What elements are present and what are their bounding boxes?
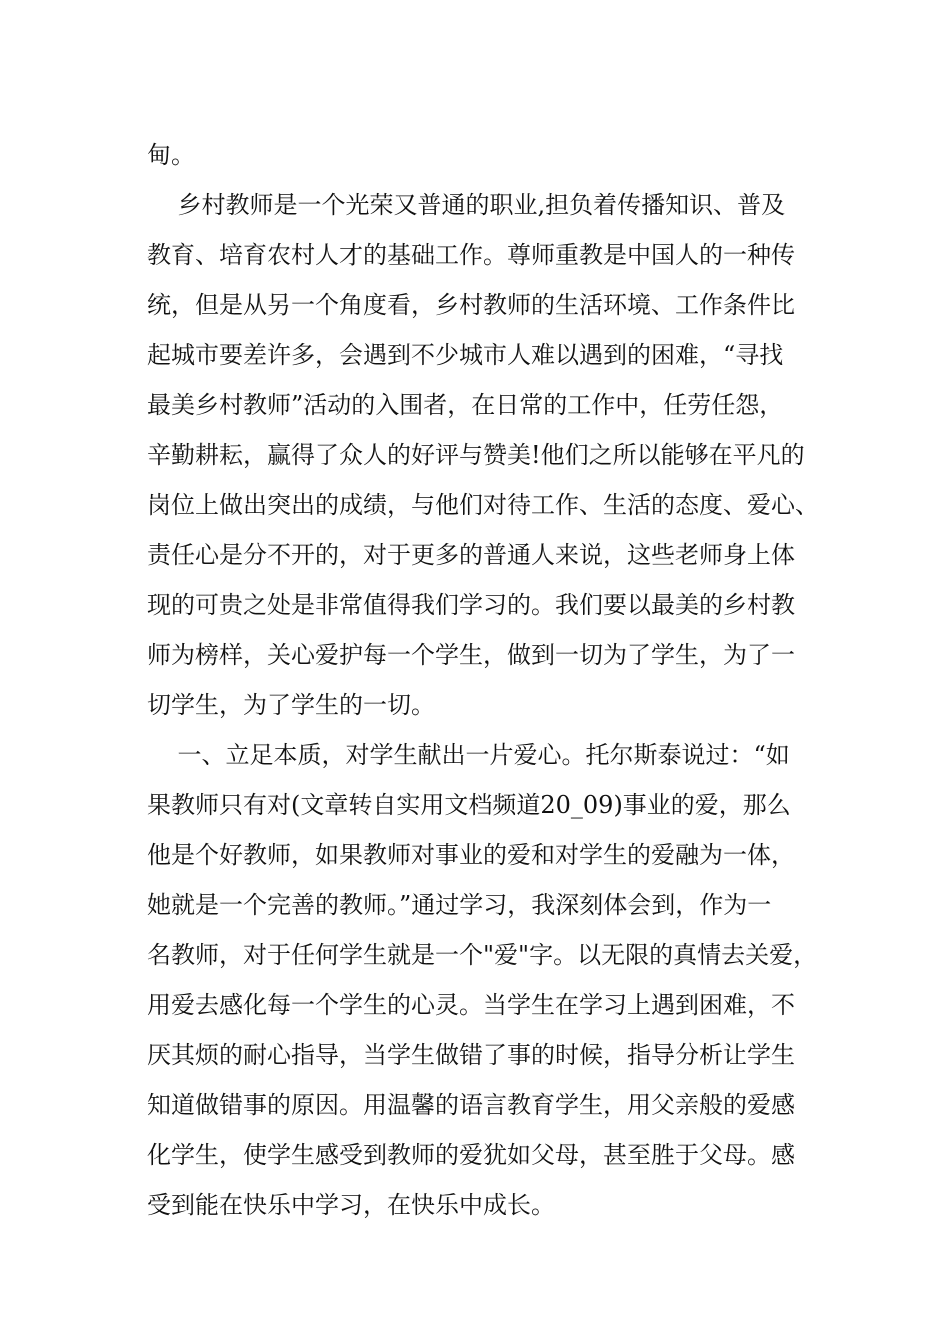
text-line: 岗位上做出突出的成绩，与他们对待工作、生活的态度、爱心、 [147,491,819,519]
body-text [147,130,837,1230]
text-line: 名教师，对于任何学生就是一个"爱"字。以无限的真情去关爱， [147,941,818,969]
text-line: 他是个好教师，如果教师对事业的爱和对学生的爱融为一体， [147,841,795,869]
text-line: 责任心是分不开的，对于更多的普通人来说，这些老师身上体 [147,541,795,569]
text-line: 厌其烦的耐心指导，当学生做错了事的时候，指导分析让学生 [147,1041,795,1069]
text-line: 一、立足本质，对学生献出一片爱心。托尔斯泰说过：“如 [147,741,790,769]
text-line: 教育、培育农村人才的基础工作。尊师重教是中国人的一种传 [147,241,795,269]
text-line: 师为榜样，关心爱护每一个学生，做到一切为了学生，为了一 [147,641,795,669]
text-line: 用爱去感化每一个学生的心灵。当学生在学习上遇到困难，不 [147,991,795,1019]
text-line: 受到能在快乐中学习，在快乐中成长。 [147,1191,555,1219]
text-line: 现的可贵之处是非常值得我们学习的。我们要以最美的乡村教 [147,591,795,619]
text-line: 切学生，为了学生的一切。 [147,691,435,719]
text-line: 化学生，使学生感受到教师的爱犹如父母，甚至胜于父母。感 [147,1141,795,1169]
text-line: 起城市要差许多，会遇到不少城市人难以遇到的困难，“寻找 [147,341,784,369]
text-line: 最美乡村教师”活动的入围者，在日常的工作中，任劳任怨， [147,391,784,419]
text-line: 统，但是从另一个角度看，乡村教师的生活环境、工作条件比 [147,291,795,319]
text-line: 她就是一个完善的教师。”通过学习，我深刻体会到，作为一 [147,891,772,919]
text-line: 甸。 [147,141,195,169]
text-line: 知道做错事的原因。用温馨的语言教育学生，用父亲般的爱感 [147,1091,795,1119]
text-line: 果教师只有对(文章转自实用文档频道20_09)事业的爱，那么 [147,791,791,819]
text-line: 辛勤耕耘，赢得了众人的好评与赞美!他们之所以能够在平凡的 [147,441,805,469]
text-line: 乡村教师是一个光荣又普通的职业,担负着传播知识、普及 [147,191,786,219]
